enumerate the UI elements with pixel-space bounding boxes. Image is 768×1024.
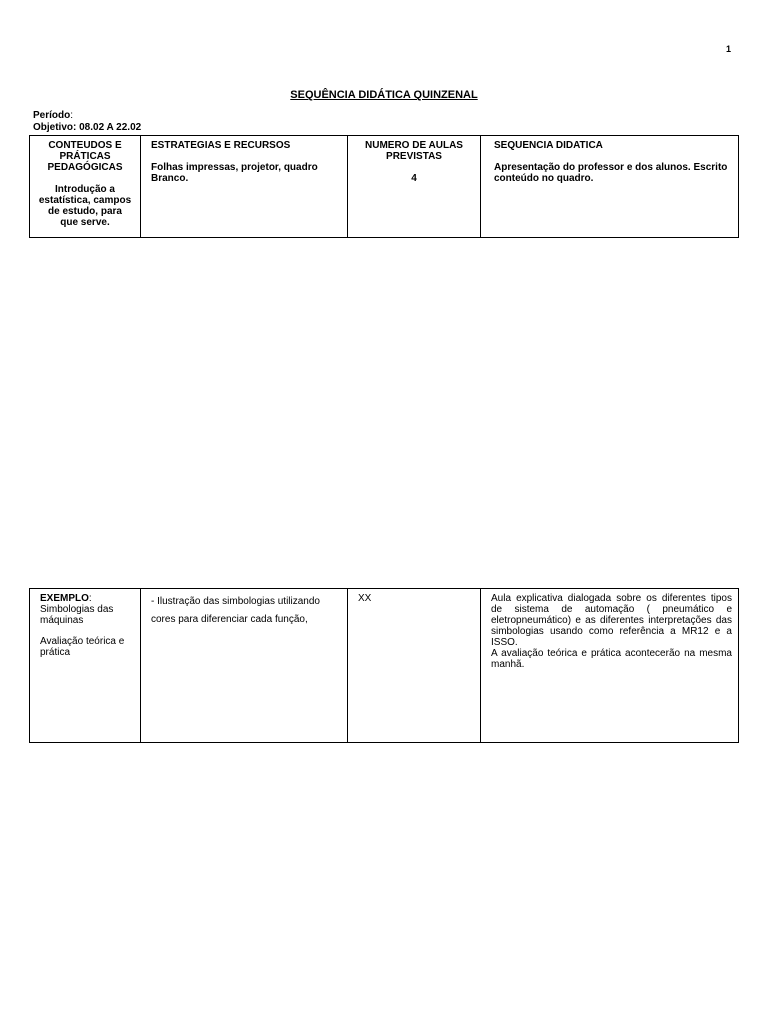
example-label: EXEMPLO	[40, 593, 89, 604]
lessons-header: NUMERO DE AULAS PREVISTAS	[365, 140, 463, 162]
sequence-cell	[481, 136, 739, 238]
table-row	[30, 589, 739, 743]
sequence-header: SEQUENCIA DIDATICA	[494, 140, 603, 151]
sequence-body: Apresentação do professor e dos alunos. Escrito conteúdo no quadro.	[494, 162, 728, 184]
example-colon: :	[88, 593, 92, 604]
strategies-body: Folhas impressas, projetor, quadro Branco.	[151, 162, 318, 184]
periodo-line	[33, 110, 73, 122]
example-strategy-line2: cores para diferenciar cada função,	[151, 614, 308, 625]
example-strategy-cell	[141, 589, 348, 743]
example-cell	[30, 589, 141, 743]
planning-table	[29, 135, 739, 238]
document-title: SEQUÊNCIA DIDÁTICA QUINZENAL	[290, 89, 478, 101]
example-sequence-para2: A avaliação teórica e prática acontecerão na mesma manhã.	[491, 648, 732, 670]
example-lessons-value: XX	[358, 593, 372, 604]
objetivo-line: Objetivo: 08.02 A 22.02	[33, 122, 142, 133]
example-table	[29, 588, 739, 743]
example-strategy-line1: - Ilustração das simbologias utilizando	[151, 596, 320, 607]
lessons-cell	[348, 136, 481, 238]
example-sequence-para1: Aula explicativa dialogada sobre os diferentes tipos de sistema de automação ( pneumático e eletropneumático) e as diferentes interpretações das simbologias usando como referência a MR12 e a ISSO.	[491, 593, 732, 648]
example-lessons-cell	[348, 589, 481, 743]
contents-cell	[30, 136, 141, 238]
example-topic: Simbologias das máquinas	[40, 604, 114, 626]
example-evaluation: Avaliação teórica e prática	[40, 636, 125, 658]
strategies-header: ESTRATEGIAS E RECURSOS	[151, 140, 291, 151]
contents-body: Introdução a estatística, campos de estudo, para que serve.	[38, 184, 132, 228]
page-number: 1	[726, 44, 732, 54]
periodo-value: :	[70, 110, 74, 121]
strategies-cell	[141, 136, 348, 238]
example-sequence-cell	[481, 589, 739, 743]
table-row	[30, 136, 739, 238]
periodo-label: Período	[33, 110, 71, 121]
contents-header: CONTEUDOS E PRÁTICAS PEDAGÓGICAS	[47, 140, 123, 173]
lessons-count: 4	[411, 173, 417, 184]
